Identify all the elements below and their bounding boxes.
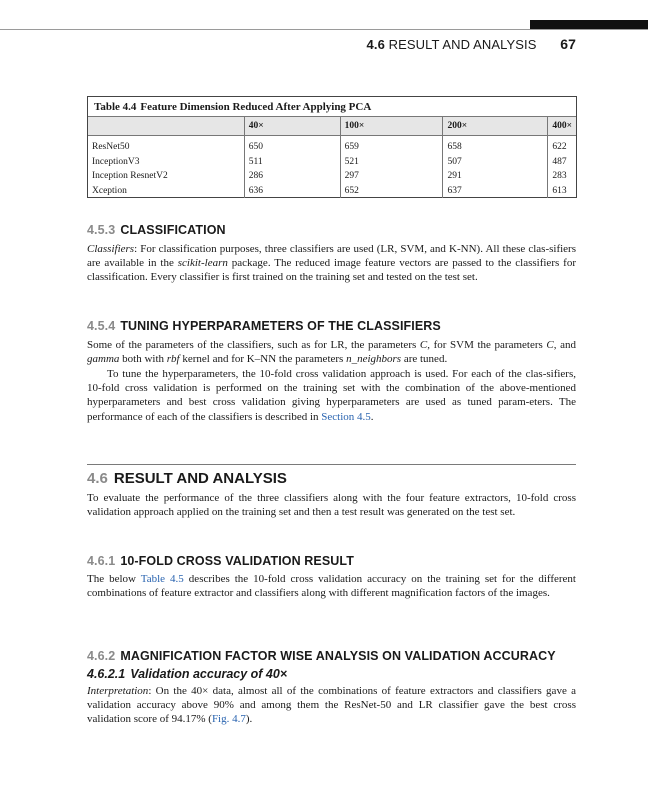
param-rbf: rbf bbox=[166, 353, 180, 366]
text-run: are tuned. bbox=[401, 353, 448, 366]
table-header-cell: 40× bbox=[244, 117, 340, 136]
running-head bbox=[300, 36, 576, 52]
text-run: ). bbox=[245, 713, 253, 726]
table-cell: 650 bbox=[244, 136, 340, 155]
running-head-section-number: 4.6 bbox=[366, 37, 385, 52]
table-cell: 511 bbox=[244, 155, 340, 170]
section-number: 4.6.2.1 bbox=[87, 667, 126, 681]
section-title: MAGNIFICATION FACTOR WISE ANALYSIS ON VALIDATION ACCURACY bbox=[120, 649, 556, 663]
table-header-row bbox=[88, 117, 576, 136]
table-cell: 658 bbox=[443, 136, 548, 155]
param-c: C bbox=[419, 339, 428, 351]
table-cell: 286 bbox=[244, 169, 340, 184]
param-gamma: gamma bbox=[87, 353, 120, 366]
table-cell: 487 bbox=[548, 155, 576, 170]
table-header-cell: 100× bbox=[340, 117, 443, 136]
section-number: 4.6 bbox=[87, 470, 108, 487]
heading-4-6-2 bbox=[87, 649, 556, 663]
table-cell: 659 bbox=[340, 136, 443, 155]
table-cell: Inception ResnetV2 bbox=[92, 171, 168, 182]
table-row bbox=[88, 136, 576, 155]
figure-4-7-link[interactable]: Fig. 4.7 bbox=[211, 713, 246, 726]
text-run: To tune the hyperparameters, the 10-fold cross validation approach is used. For each of the clas-sifiers, 10-fold cross validation is performed on the training set with the combination of the above-mentioned hyperparameters and best cross validation giving hyperparameters are used as tuned param-eters. The performance of each of the classifiers is described in bbox=[87, 368, 576, 423]
paragraph-tuning-1 bbox=[87, 338, 576, 366]
text-run: : On the 40× data, almost all of the combinations of feature extractors and classifiers gave a validation accuracy above 90% and among them the ResNet-50 and LR classifier gave the best cross validation score of 94.17% ( bbox=[87, 685, 576, 726]
pca-table bbox=[88, 116, 576, 198]
section-title: 10-FOLD CROSS VALIDATION RESULT bbox=[120, 554, 354, 568]
param-c: C bbox=[546, 339, 554, 351]
heading-4-5-4 bbox=[87, 319, 441, 333]
section-title: TUNING HYPERPARAMETERS OF THE CLASSIFIERS bbox=[120, 319, 441, 333]
section-title: Validation accuracy of 40× bbox=[130, 667, 288, 681]
text-run: The below bbox=[87, 573, 141, 585]
package-name: scikit-learn bbox=[177, 257, 228, 270]
table-cell: 297 bbox=[340, 169, 443, 184]
table-cell: 637 bbox=[443, 184, 548, 199]
table-row bbox=[88, 155, 576, 170]
table-cell: InceptionV3 bbox=[92, 156, 140, 167]
table-cell: 507 bbox=[443, 155, 548, 170]
heading-4-5-3 bbox=[87, 223, 226, 237]
table-caption-text: Feature Dimension Reduced After Applying PCA bbox=[140, 101, 372, 113]
table-cell: 521 bbox=[340, 155, 443, 170]
table-cell: 636 bbox=[244, 184, 340, 199]
table-cell: Xception bbox=[92, 185, 127, 196]
section-title: RESULT AND ANALYSIS bbox=[113, 470, 287, 487]
text-run: Some of the parameters of the classifiers, such as for LR, the parameters bbox=[87, 339, 420, 351]
table-header-cell: 400× bbox=[548, 117, 576, 136]
table-caption bbox=[94, 101, 371, 113]
text-run: . bbox=[370, 410, 374, 423]
paragraph-cross-validation bbox=[87, 572, 576, 600]
text-run: package. The reduced image feature vectors are passed to the classifiers for classification. Every classifier is first trained on the training set and tested on the test set. bbox=[87, 257, 576, 284]
table-cell: 283 bbox=[548, 169, 576, 184]
paragraph-tuning-2 bbox=[87, 367, 576, 424]
text-run: both with bbox=[119, 353, 167, 366]
page-number: 67 bbox=[560, 36, 576, 52]
table-header-cell bbox=[88, 117, 244, 136]
table-cell: 652 bbox=[340, 184, 443, 199]
text-run: describes the 10-fold cross validation accuracy on the training set for the different combinations of feature extractor and classifiers along with different magnification factors of the images. bbox=[87, 573, 576, 600]
text-run: , and bbox=[553, 339, 576, 351]
heading-4-6 bbox=[87, 470, 287, 487]
param-n-neighbors: n_neighbors bbox=[346, 353, 402, 366]
section-4-5-link[interactable]: Section 4.5 bbox=[321, 410, 371, 423]
table-header-cell: 200× bbox=[443, 117, 548, 136]
heading-4-6-1 bbox=[87, 554, 354, 568]
table-row bbox=[88, 184, 576, 199]
paragraph-classification bbox=[87, 242, 576, 285]
text-run: To evaluate the performance of the three classifiers along with the four feature extractors, 10-fold cross validation approach applied on the training set and then a test result was generated on the test set. bbox=[87, 492, 576, 519]
running-head-title: RESULT AND ANALYSIS bbox=[388, 37, 537, 52]
run-in-label: Interpretation bbox=[87, 685, 149, 697]
table-4-5-link[interactable]: Table 4.5 bbox=[140, 573, 184, 585]
section-number: 4.6.2 bbox=[87, 649, 116, 663]
section-divider bbox=[87, 464, 576, 465]
table-cell: 622 bbox=[548, 136, 576, 155]
paragraph-validation-40x bbox=[87, 684, 576, 727]
table-row bbox=[88, 169, 576, 184]
run-in-label: Classifiers bbox=[87, 243, 135, 255]
text-run: , for SVM the parameters bbox=[427, 339, 547, 351]
table-cell: 291 bbox=[443, 169, 548, 184]
table-cell: ResNet50 bbox=[92, 142, 130, 153]
paragraph-result-analysis bbox=[87, 491, 576, 519]
table-cell: 613 bbox=[548, 184, 576, 199]
section-title: CLASSIFICATION bbox=[120, 223, 226, 237]
table-4-4 bbox=[87, 96, 577, 198]
heading-4-6-2-1 bbox=[87, 667, 287, 681]
text-run: : For classification purposes, three classifiers are used (LR, SVM, and K-NN). All these clas-sifiers are available in the bbox=[87, 243, 576, 270]
section-number: 4.5.4 bbox=[87, 319, 116, 333]
text-run: kernel and for K–NN the parameters bbox=[179, 353, 347, 366]
section-number: 4.6.1 bbox=[87, 554, 116, 568]
header-rule bbox=[0, 29, 648, 30]
table-label: Table 4.4 bbox=[94, 101, 137, 113]
section-number: 4.5.3 bbox=[87, 223, 116, 237]
